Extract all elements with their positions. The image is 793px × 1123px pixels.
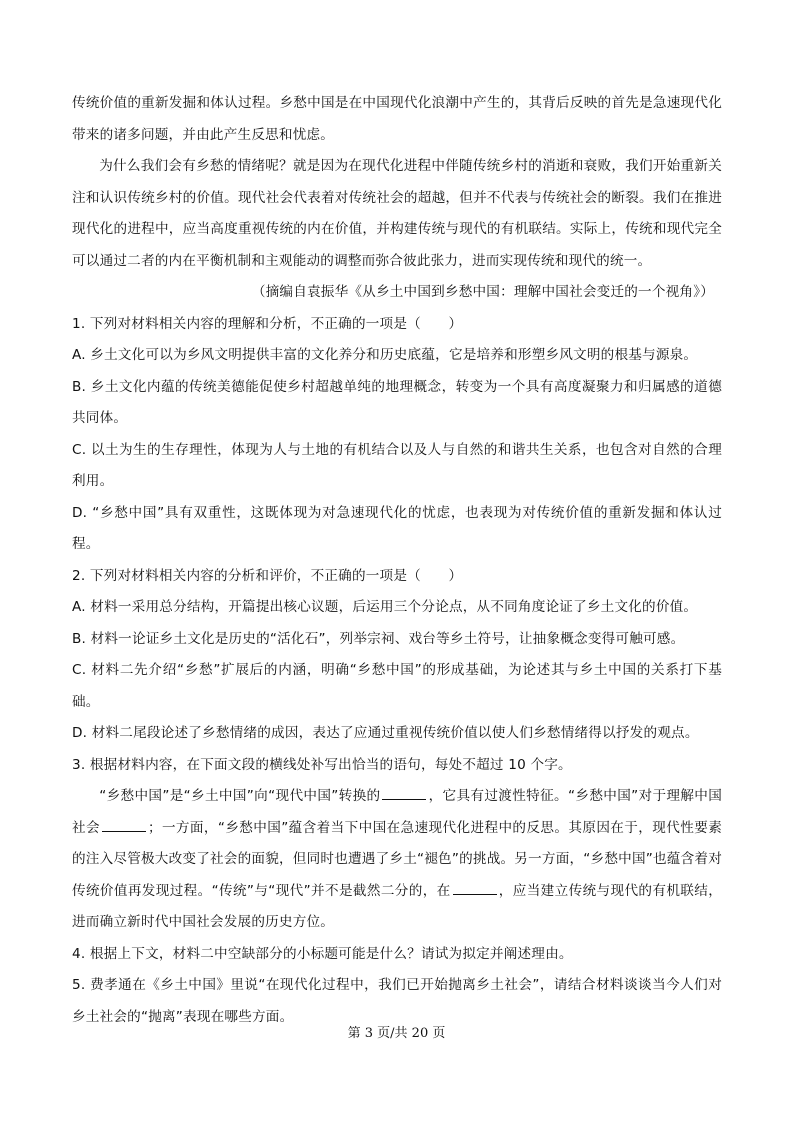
fill-blank-1[interactable]	[382, 785, 426, 800]
page-number: 第 3 页/共 20 页	[347, 1026, 446, 1041]
question-2-option-b: B. 材料一论证乡土文化是历史的“活化石”，列举宗祠、戏台等乡土符号，让抽象概念变得可触可感。	[72, 630, 685, 647]
question-3-stem: 3. 根据材料内容，在下面文段的横线处补写出恰当的语句，每处不超过 10 个字。	[72, 756, 572, 773]
question-4-stem: 4. 根据上下文，材料二中空缺部分的小标题可能是什么？请试为拟定并阐述理由。	[72, 945, 573, 962]
page-content	[72, 88, 722, 1033]
fill-text-segment: ，它具有过渡性特征。“乡愁中国”对于理解中国社会	[72, 788, 723, 836]
passage-paragraph: 传统价值的重新发掘和体认过程。乡愁中国是在中国现代化浪潮中产生的，其背后反映的首先是急速现代化带来的诸多问题，并由此产生反思和忧虑。	[72, 95, 722, 143]
passage-source: （摘编自袁振华《从乡土中国到乡愁中国：理解中国社会变迁的一个视角》）	[251, 284, 714, 300]
question-2-option-d: D. 材料二尾段论述了乡愁情绪的成因，表达了应通过重视传统价值以使人们乡愁情绪得以抒发的观点。	[72, 725, 699, 741]
fill-text-segment: “乡愁中国”是“乡土中国”向“现代中国”转换的	[99, 788, 381, 804]
question-1-option-c: C. 以土为生的生存理性，体现为人与土地的有机结合以及人与自然的和谐共生关系，也包含对自然的合理利用。	[72, 441, 722, 489]
question-3-fill-passage	[72, 781, 722, 939]
question-5-stem: 5. 费孝通在《乡土中国》里说“在现代化过程中，我们已开始抛离乡土社会”，请结合材料谈谈当今人们对乡土社会的“抛离”表现在哪些方面。	[72, 977, 722, 1025]
fill-text-segment: ，应当建立传统与现代的有机联结，进而确立新时代中国社会发展的历史方位。	[72, 882, 723, 930]
question-1-option-a: A. 乡土文化可以为乡风文明提供丰富的文化养分和历史底蕴，它是培养和形塑乡风文明的根基与源泉。	[72, 347, 698, 363]
question-2-stem: 2. 下列对材料相关内容的分析和评价，不正确的一项是（ ）	[72, 567, 463, 584]
passage-paragraph: 为什么我们会有乡愁的情绪呢？就是因为在现代化进程中伴随传统乡村的消逝和衰败，我们开始重新关注和认识传统乡村的价值。现代社会代表着对传统社会的超越，但并不代表与传统社会的断裂。我们在推进现代化的进程中，应当高度重视传统的内在价值，并构建传统与现代的有机联结。实际上，传统和现代完全可以通过二者的内在平衡机制和主观能动的调整而弥合彼此张力，进而实现传统和现代的统一。	[72, 158, 722, 269]
fill-text-segment: ；一方面，“乡愁中国”蕴含着当下中国在急速现代化进程中的反思。其原因在于，现代性要素的注入尽管极大改变了社会的面貌，但同时也遭遇了乡土“褪色”的挑战。另一方面，“乡愁中国”也蕴含着对传统价值再发现过程。“传统”与“现代”并不是截然二分的，在	[72, 819, 722, 899]
question-1-option-b: B. 乡土文化内蕴的传统美德能促使乡村超越单纯的地理概念，转变为一个具有高度凝聚力和归属感的道德共同体。	[72, 378, 722, 426]
fill-blank-2[interactable]	[102, 817, 146, 832]
question-1-option-d: D. “乡愁中国”具有双重性，这既体现为对急速现代化的忧虑，也表现为对传统价值的重新发掘和体认过程。	[72, 504, 722, 552]
question-2-option-a: A. 材料一采用总分结构，开篇提出核心议题，后运用三个分论点，从不同角度论证了乡土文化的价值。	[72, 599, 698, 615]
fill-blank-3[interactable]	[453, 880, 497, 895]
question-1-stem: 1. 下列对材料相关内容的理解和分析，不正确的一项是（ ）	[72, 315, 463, 332]
question-2-option-c: C. 材料二先介绍“乡愁”扩展后的内涵，明确“乡愁中国”的形成基础，为论述其与乡土中国的关系打下基础。	[72, 662, 722, 710]
